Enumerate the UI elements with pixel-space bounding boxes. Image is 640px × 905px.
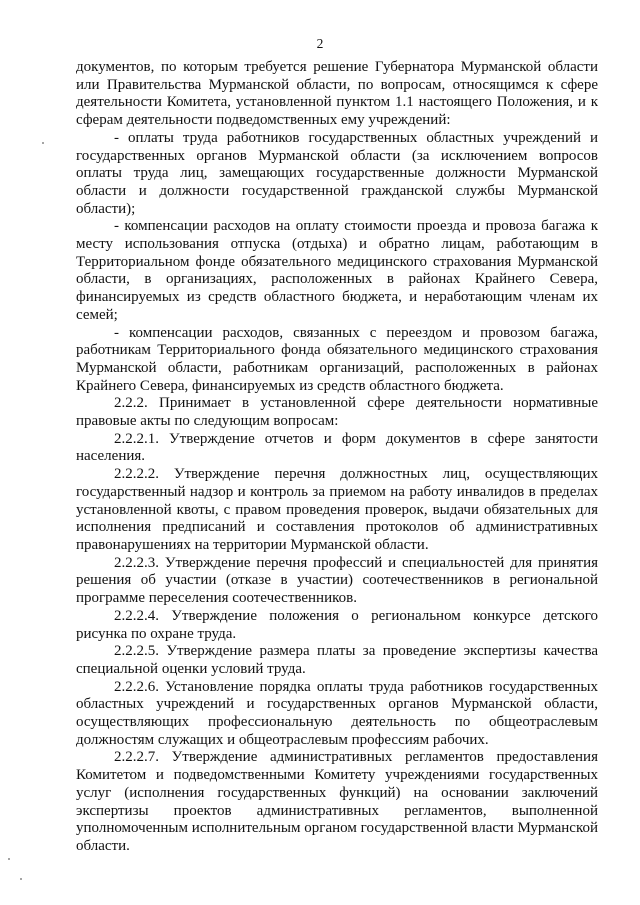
paragraph: - компенсации расходов на оплату стоимости проезда и провоза багажа к месту использования отпуска (отдыха) и обратно лицам, работающим в Территориальном фонде обязательного медицинского страхования Мурманской области, в организациях, расположенных в районах Крайнего Севера, финансируемых из средств областного бюджета, и неработающим членам их семей; xyxy=(76,218,598,323)
paragraph: 2.2.2.4. Утверждение положения о региональном конкурсе детского рисунка по охране труда. xyxy=(76,607,598,642)
paragraph: 2.2.2.5. Утверждение размера платы за проведение экспертизы качества специальной оценки условий труда. xyxy=(76,643,598,677)
paragraph: документов, по которым требуется решение Губернатора Мурманской области или Правительства Мурманской области, по вопросам, относящимся к сфере деятельности Комитета, установленной пунктом 1.1 настоящего Положения, и к сферам деятельности подведомственных ему учреждений: xyxy=(76,59,598,129)
paragraph: 2.2.2.1. Утверждение отчетов и форм документов в сфере занятости населения. xyxy=(76,430,598,465)
paragraph: 2.2.2.2. Утверждение перечня должностных лиц, осуществляющих государственный надзор и контроль за приемом на работу инвалидов в пределах установленной квоты, с правом проведения проверок, выдачи обязательных для исполнения предписаний и составления протоколов об административных правонарушениях на территории Мурманской области. xyxy=(76,466,598,553)
paragraph: 2.2.2.7. Утверждение административных регламентов предоставления Комитетом и подведомственными Комитету учреждениями государственных услуг (исполнения государственных функций) на основании заключений экспертизы проектов административных регламентов, выполненной уполномоченным исполнительным органом государственной власти Мурманской области. xyxy=(76,749,598,854)
document-body xyxy=(76,59,598,856)
paragraph: - компенсации расходов, связанных с переездом и провозом багажа, работникам Территориального фонда обязательного медицинского страхования Мурманской области, работникам организаций, расположенных в районах Крайнего Севера, финансируемых из средств областного бюджета. xyxy=(76,324,598,394)
paragraph: 2.2.2.6. Установление порядка оплаты труда работников государственных областных учреждений и государственных органов Мурманской области, осуществляющих профессиональную деятельность по общеотраслевым должностям служащих и общеотраслевым профессиям рабочих. xyxy=(76,678,598,748)
scan-speck xyxy=(8,858,10,860)
paragraph: 2.2.2. Принимает в установленной сфере деятельности нормативные правовые акты по следующим вопросам: xyxy=(76,395,598,430)
scan-speck xyxy=(20,878,22,880)
paragraph: - оплаты труда работников государственных областных учреждений и государственных органов Мурманской области (за исключением вопросов оплаты труда лиц, замещающих государственные должности Мурманской области и должности государственной гражданской службы Мурманской области); xyxy=(76,129,598,217)
paragraph: 2.2.2.3. Утверждение перечня профессий и специальностей для принятия решения об участии (отказе в участии) соотечественников в региональной программе переселения соотечественников. xyxy=(76,554,598,607)
page-number: 2 xyxy=(316,36,324,51)
scan-speck xyxy=(42,142,44,144)
